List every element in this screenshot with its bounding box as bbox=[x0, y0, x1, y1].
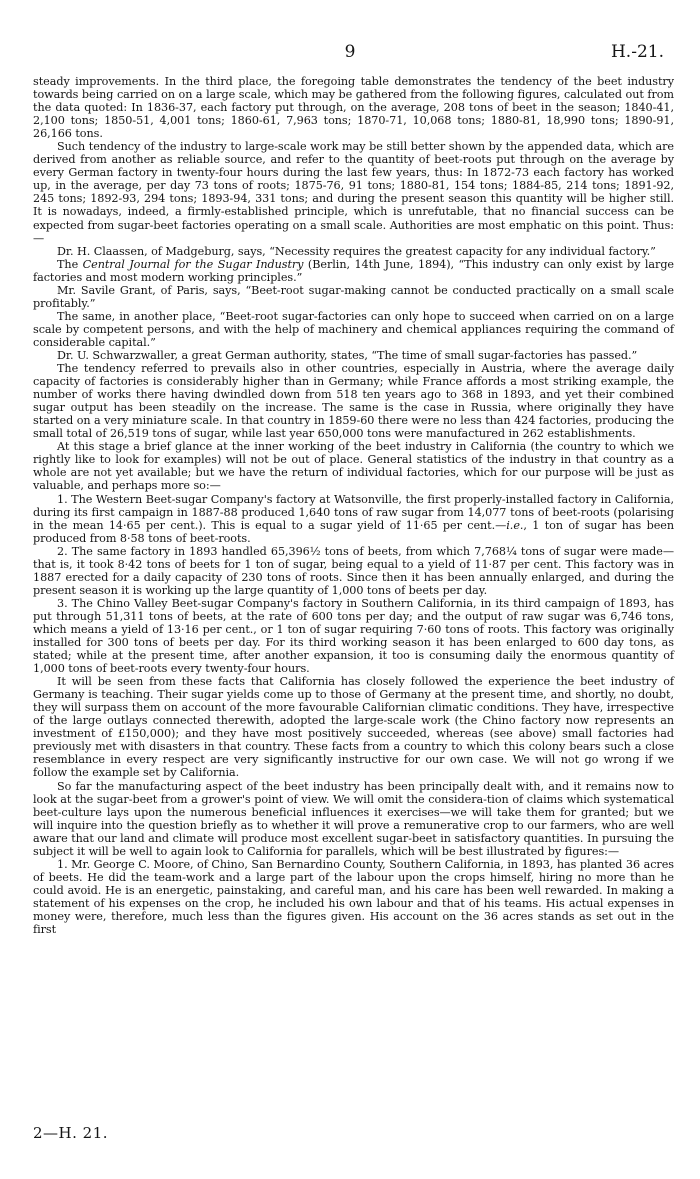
sheet-signature: 2—H. 21. bbox=[33, 1124, 109, 1142]
page-header bbox=[0, 41, 700, 65]
page-number: 9 bbox=[344, 42, 356, 62]
paragraph: 3. The Chino Valley Beet-sugar Company's factory in Southern California, in its third campaign of 1893, has put through 51,311 tons of beets, at the rate of 600 tons per day; and the output of raw sugar was 6,746 tons, which means a yield of 13·16 per cent., or 1 ton of sugar requiring 7·60 tons of roots. This factory was originally installed for 300 tons of beets per day. For its third working season it has been enlarged to 600 day tons, as stated; while at the present time, after another expansion, it too is consuming daily the enormous quantity of 1,000 tons of beet-roots every twenty-four hours. bbox=[33, 596, 674, 676]
body-text bbox=[33, 75, 674, 936]
paragraph: The same, in another place, “Beet-root sugar-factories can only hope to succeed when carried on on a large scale by competent persons, and with the help of machinery and chemical appliances requiring the command of considerable capital.” bbox=[33, 309, 674, 349]
document-reference: H.-21. bbox=[610, 42, 664, 62]
paragraph: 2. The same factory in 1893 handled 65,396½ tons of beets, from which 7,768¼ tons of sugar were made—that is, it took 8·42 tons of beets for 1 ton of sugar, being equal to a yield of 11·87 per cent. This factory was in 1887 erected for a daily capacity of 230 tons of roots. Since then it has been annually enlarged, and during the present season it is working up the large quantity of 1,000 tons of beets per day. bbox=[33, 544, 674, 597]
paragraph: Mr. Savile Grant, of Paris, says, “Beet-root sugar-making cannot be conducted practically on a small scale profitably.” bbox=[33, 283, 674, 310]
paragraph: So far the manufacturing aspect of the beet industry has been principally dealt with, and it remains now to look at the sugar-beet from a grower's point of view. We will omit the considera-tion of claims which systematical beet-culture lays upon the numerous beneficial influences it exercises—we will take them for granted; but we will inquire into the question briefly as to whether it will prove a remunerative crop to our farmers, who are well aware that our land and climate will produce most excellent sugar-beet in satisfactory quantities. In pursuing the subject it will be well to again look to California for parallels, which will be best illustrated by figures:— bbox=[33, 779, 674, 858]
paragraph: The tendency referred to prevails also in other countries, especially in Austria, where the average daily capacity of factories is considerably higher than in Germany; while France affords a most striking example, the number of works there having dwindled down from 518 ten years ago to 368 in 1893, and yet their combined sugar output has been steadily on the increase. The same is the case in Russia, where originally they have started on a very miniature scale. In that country in 1859-60 there were no less than 424 factories, producing the small total of 26,519 tons of sugar, while last year 650,000 tons were manufactured in 262 establishments. bbox=[33, 362, 675, 441]
paragraph: 1. Mr. George C. Moore, of Chino, San Bernardino County, Southern California, in 1893, has planted 36 acres of beets. He did the team-work and a large part of the labour upon the crops himself, hiring no more than he could avoid. He is an energetic, painstaking, and careful man, and his care has been well rewarded. In making a statement of his expenses on the crop, he included his own labour and that of his teams. His actual expenses in money were, therefore, much less than the figures given. His account on the 36 acres stands as set out in the first bbox=[33, 857, 674, 937]
paragraph: The Central Journal for the Sugar Industry (Berlin, 14th June, 1894), “This industry can only exist by large factories and most modern working principles.” bbox=[33, 257, 675, 284]
paragraph: 1. The Western Beet-sugar Company's factory at Watsonville, the first properly-installed factory in California, during its first campaign in 1887-88 produced 1,640 tons of raw sugar from 14,077 tons of beet-roots (polarising in the mean 14·65 per cent.). This is equal to a sugar yield of 11·65 per cent.—i.e., 1 ton of sugar has been produced from 8·58 tons of beet-roots. bbox=[33, 492, 674, 545]
paragraph: steady improvements. In the third place, the foregoing table demonstrates the tendency of the beet industry towards being carried on on a large scale, which may be gathered from the following figures, calculated out from the data quoted: In 1836-37, each factory put through, on the average, 208 tons of beet in the season; 1840-41, 2,100 tons; 1850-51, 4,001 tons; 1860-61, 7,963 tons; 1870-71, 10,068 tons; 1880-81, 18,990 tons; 1890-91, 26,166 tons. bbox=[33, 75, 674, 141]
paragraph: It will be seen from these facts that California has closely followed the experience the beet industry of Germany is teaching. Their sugar yields come up to those of Germany at the present time, and shortly, no doubt, they will surpass them on account of the more favourable Californian climatic conditions. They have, irrespective of the large outlays connected therewith, adopted the large-scale work (the Chino factory now represents an investment of £150,000); and they have most positively succeeded, whereas (see above) small factories had previously met with disasters in that country. These facts from a country to which this colony bears such a close resemblance in every respect are very significantly instructive for our own case. We will not go wrong if we follow the example set by California. bbox=[33, 675, 674, 780]
paragraph: Dr. H. Claassen, of Madgeburg, says, “Necessity requires the greatest capacity for any individual factory.” bbox=[57, 244, 656, 258]
paragraph: Such tendency of the industry to large-scale work may be still better shown by the appended data, which are derived from another as reliable source, and refer to the quantity of beet-roots put through on the average by every German factory in twenty-four hours during the last few years, thus: In 1872-73 each factory has worked up, in the average, per day 73 tons of roots; 1875-76, 91 tons; 1880-81, 154 tons; 1884-85, 214 tons; 1891-92, 245 tons; 1892-93, 294 tons; 1893-94, 331 tons; and during the present season this quantity will be higher still. It is nowadays, indeed, a firmly-established principle, which is unrefutable, that no financial success can be expected from sugar-beet factories operating on a small scale. Authorities are most emphatic on this point. Thus:— bbox=[33, 140, 674, 245]
paragraph: At this stage a brief glance at the inner working of the beet industry in California (the country to which we rightly like to look for examples) will not be out of place. General statistics of the industry in that country as a whole are not yet available; but we have the return of individual factories, which for our purpose will be just as valuable, and perhaps more so:— bbox=[33, 440, 674, 493]
paragraph: Dr. U. Schwarzwaller, a great German authority, states, “The time of small sugar-factories has passed.” bbox=[57, 348, 638, 362]
